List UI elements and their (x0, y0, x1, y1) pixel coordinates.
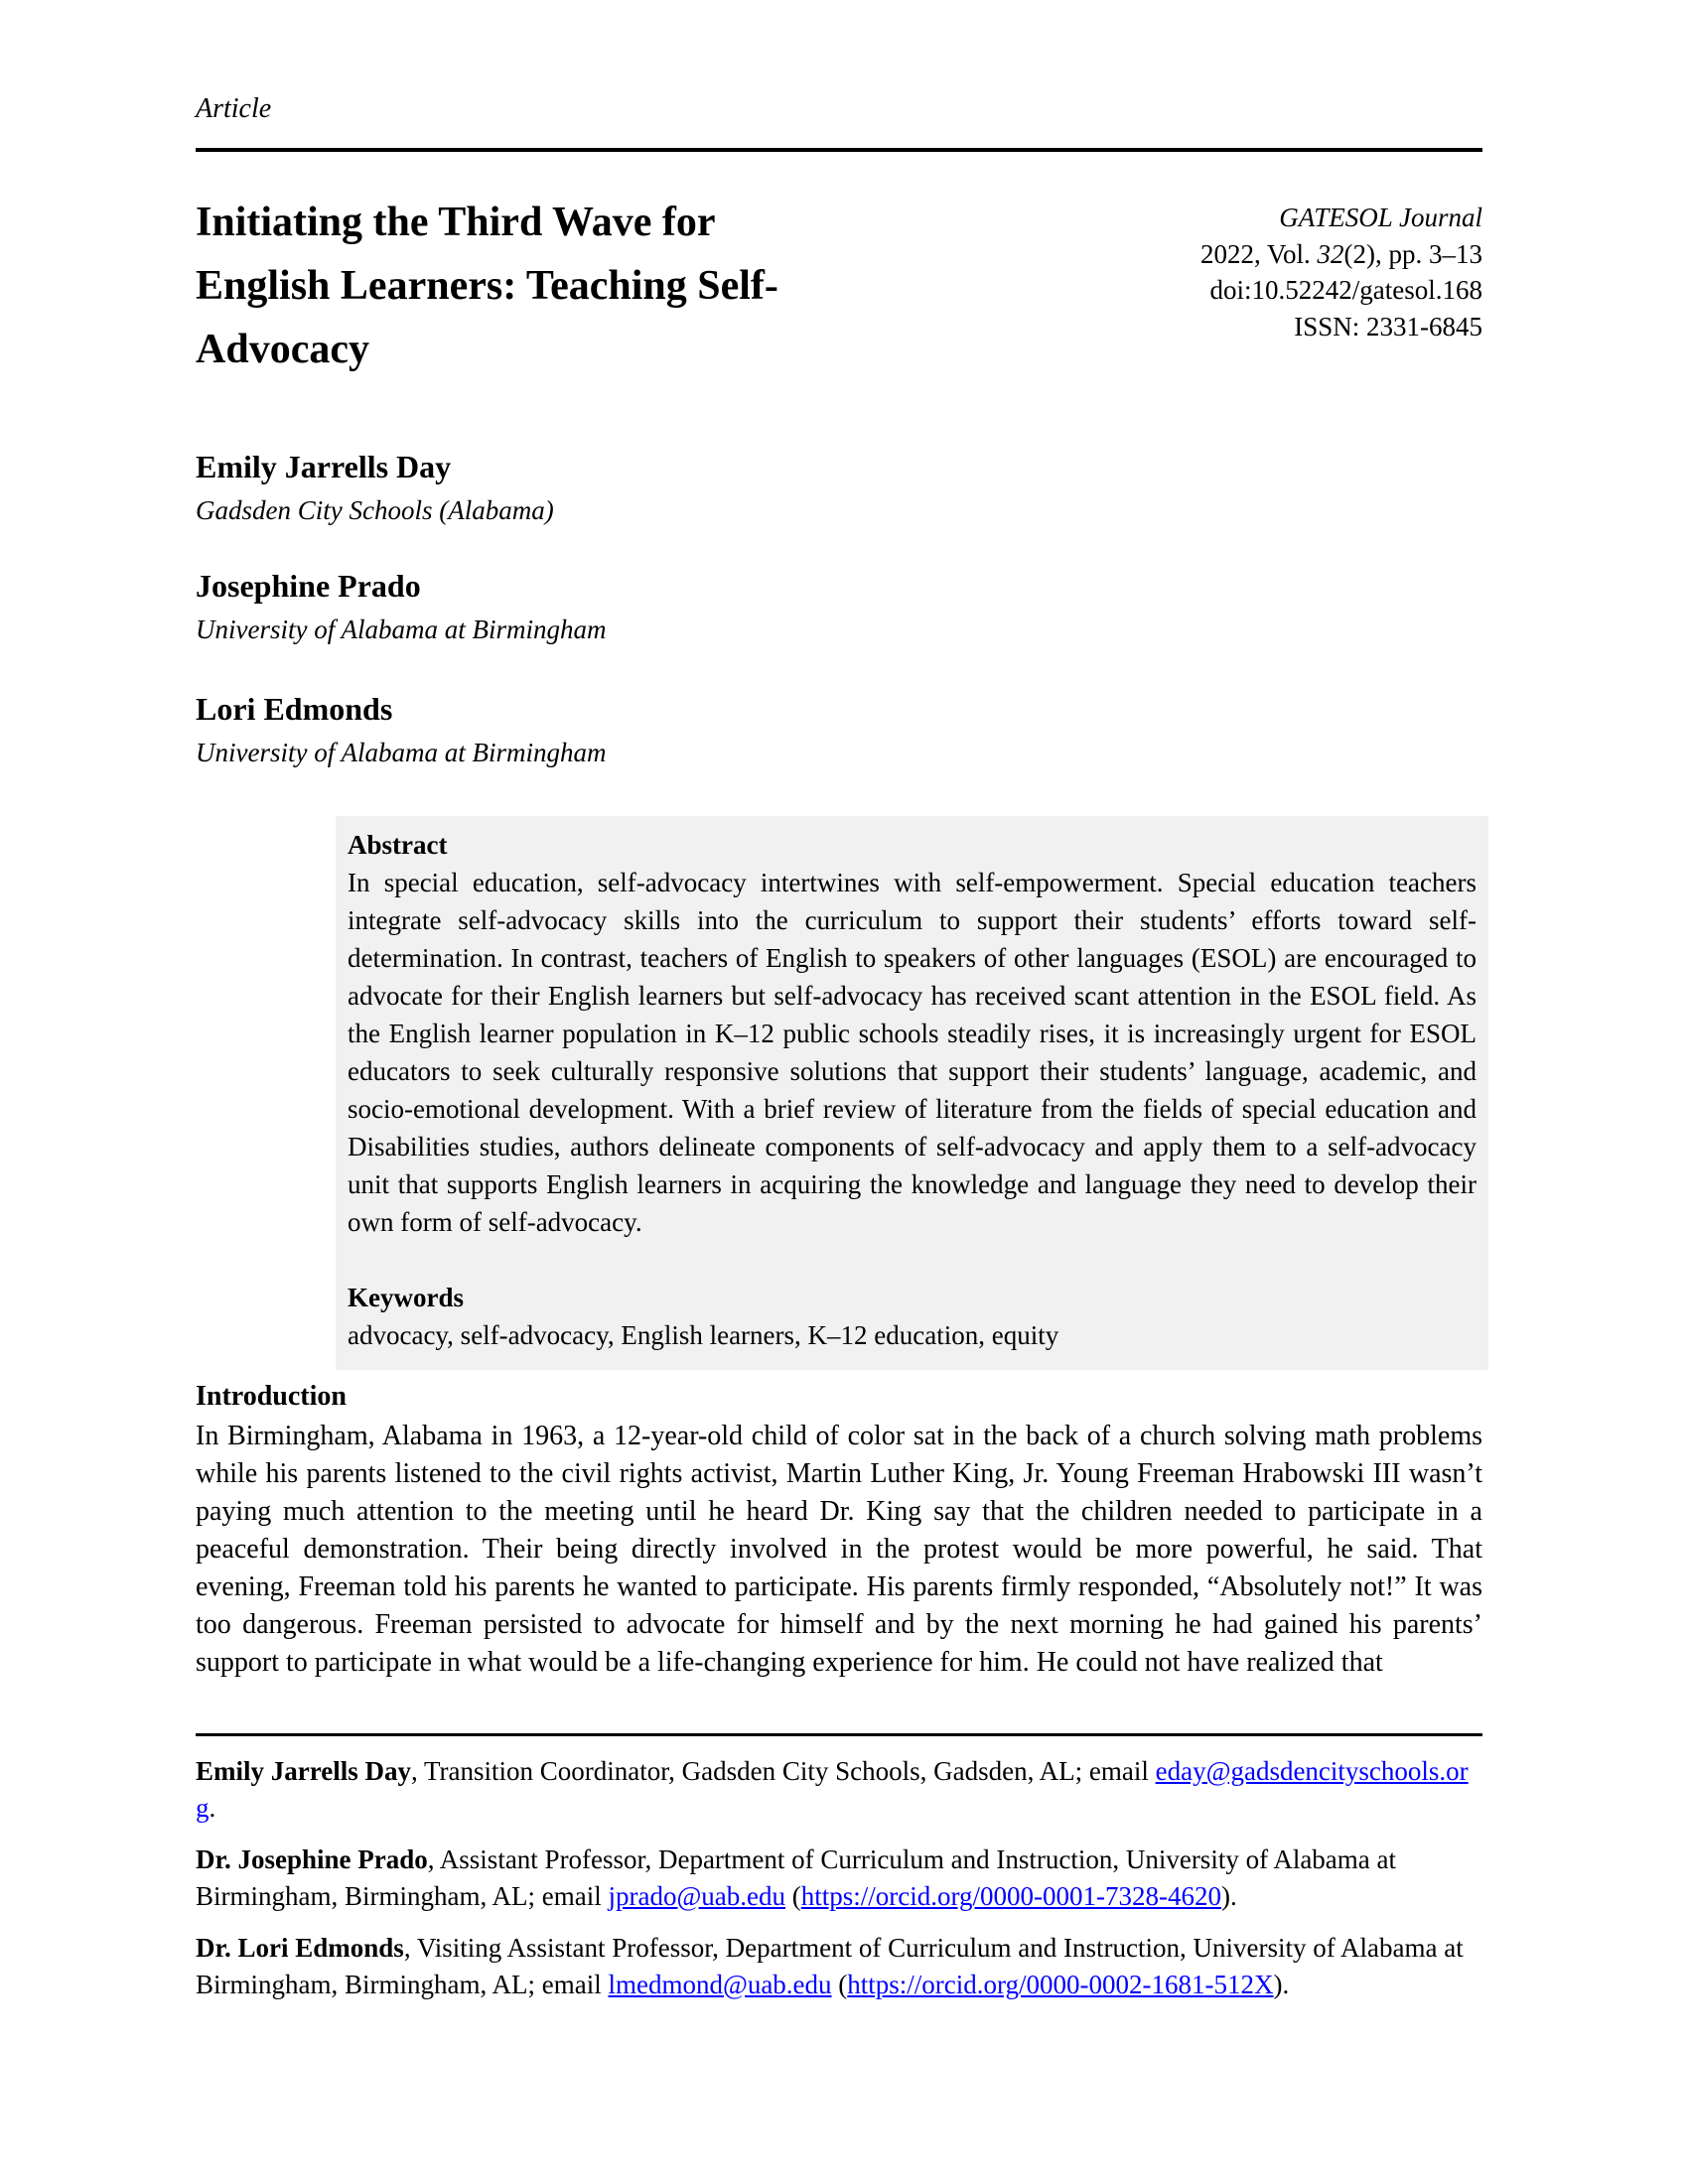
journal-issn: ISSN: 2331-6845 (1294, 312, 1482, 342)
email-link[interactable]: lmedmond@uab.edu (608, 1970, 832, 1999)
orcid-link[interactable]: https://orcid.org/0000-0002-1681-512X (847, 1970, 1274, 1999)
journal-volume-prefix: 2022, Vol. (1199, 238, 1318, 269)
abstract-heading: Abstract (348, 830, 448, 860)
footnote-author-3 (196, 1930, 1482, 2003)
author-block-2 (196, 564, 606, 649)
introduction-heading: Introduction (196, 1381, 347, 1412)
author-name: Emily Jarrells Day (196, 449, 452, 484)
footnote-suffix: . (209, 1793, 216, 1823)
paper-title-line-3: Advocacy (196, 326, 369, 372)
journal-doi: doi:10.52242/gatesol.168 (1209, 275, 1482, 306)
paper-title (196, 192, 778, 381)
abstract-text: In special education, self-advocacy intertwines with self-empowerment. Special education teachers integrate self-advocacy skills into the curriculum to support their students’ efforts toward self-determination. In contrast, teachers of English to speakers of other languages (ESOL) are encouraged to advocate for their English learners but self-advocacy has received scant attention in the ESOL field. As the English learner population in K–12 public schools steadily rises, it is increasingly urgent for ESOL educators to seek culturally responsive solutions that support their students’ language, academic, and socio-emotional development. With a brief review of literature from the fields of special education and Disabilities studies, authors delineate components of self-advocacy and apply them to a self-advocacy unit that supports English learners in acquiring the knowledge and language they need to develop their own form of self-advocacy. (348, 868, 1477, 1237)
author-affiliation: Gadsden City Schools (Alabama) (196, 494, 554, 525)
introduction-paragraph: In Birmingham, Alabama in 1963, a 12-year-old child of color sat in the back of a church solving math problems while his parents listened to the civil rights activist, Martin Luther King, Jr. Young Freeman Hrabowski III wasn’t paying much attention to the meeting until he heard Dr. King say that the children needed to participate in a peaceful demonstration. Their being directly involved in the protest would be more powerful, he said. That evening, Freeman told his parents he wanted to participate. His parents firmly responded, “Absolutely not!” It was too dangerous. Freeman persisted to advocate for himself and by the next morning he had gained his parents’ support to participate in what would be a life-changing experience for him. He could not have realized that (196, 1421, 1482, 1678)
orcid-link[interactable]: https://orcid.org/0000-0001-7328-4620 (800, 1881, 1222, 1911)
keywords-text: advocacy, self-advocacy, English learners, K–12 education, equity (348, 1320, 1059, 1350)
journal-info-block (1200, 192, 1482, 345)
footnote-link-separator: ( (785, 1881, 801, 1911)
footnote-author-1 (196, 1753, 1482, 1827)
footnote-suffix: ). (1273, 1970, 1290, 1999)
footnote-author-2 (196, 1842, 1482, 1915)
author-block-1 (196, 445, 554, 530)
email-link[interactable]: eday@gadsdencityschools.org (196, 1756, 1469, 1823)
article-type-label: Article (196, 93, 272, 124)
paper-title-line-1: Initiating the Third Wave for (196, 200, 716, 245)
footnotes-section (196, 1753, 1482, 2018)
journal-name: GATESOL Journal (1279, 203, 1482, 232)
footnote-link-separator: ( (831, 1970, 848, 1999)
footnote-name: Dr. Josephine Prado (196, 1844, 428, 1874)
footnote-role-text: , Visiting Assistant Professor, Department of Curriculum and Instruction, University of Alabama at Birmingham, Birmingham, AL; email (196, 1933, 1464, 1999)
author-block-3 (196, 687, 606, 772)
title-row (196, 192, 1482, 381)
journal-volume-suffix: (2), pp. 3–13 (1343, 238, 1482, 269)
journal-volume-number: 32 (1317, 238, 1344, 269)
keywords-heading: Keywords (348, 1283, 464, 1312)
author-affiliation: University of Alabama at Birmingham (196, 614, 607, 644)
footnote-role-text: , Transition Coordinator, Gadsden City Schools, Gadsden, AL; email (410, 1756, 1156, 1786)
author-affiliation: University of Alabama at Birmingham (196, 737, 607, 767)
abstract-box (336, 816, 1488, 1370)
email-link[interactable]: jprado@uab.edu (608, 1881, 786, 1911)
footnote-name: Emily Jarrells Day (196, 1756, 411, 1786)
author-name: Lori Edmonds (196, 691, 393, 727)
footnote-role-text: , Assistant Professor, Department of Curriculum and Instruction, University of Alabama at Birmingham, Birmingham, AL; email (196, 1844, 1397, 1911)
footnote-name: Dr. Lori Edmonds (196, 1933, 404, 1963)
author-name: Josephine Prado (196, 568, 421, 604)
paper-title-line-2: English Learners: Teaching Self- (196, 262, 778, 309)
header-divider (196, 148, 1482, 152)
footnote-suffix: ). (1221, 1881, 1237, 1911)
footnote-divider (196, 1733, 1482, 1736)
journal-volume-line (1200, 236, 1482, 273)
